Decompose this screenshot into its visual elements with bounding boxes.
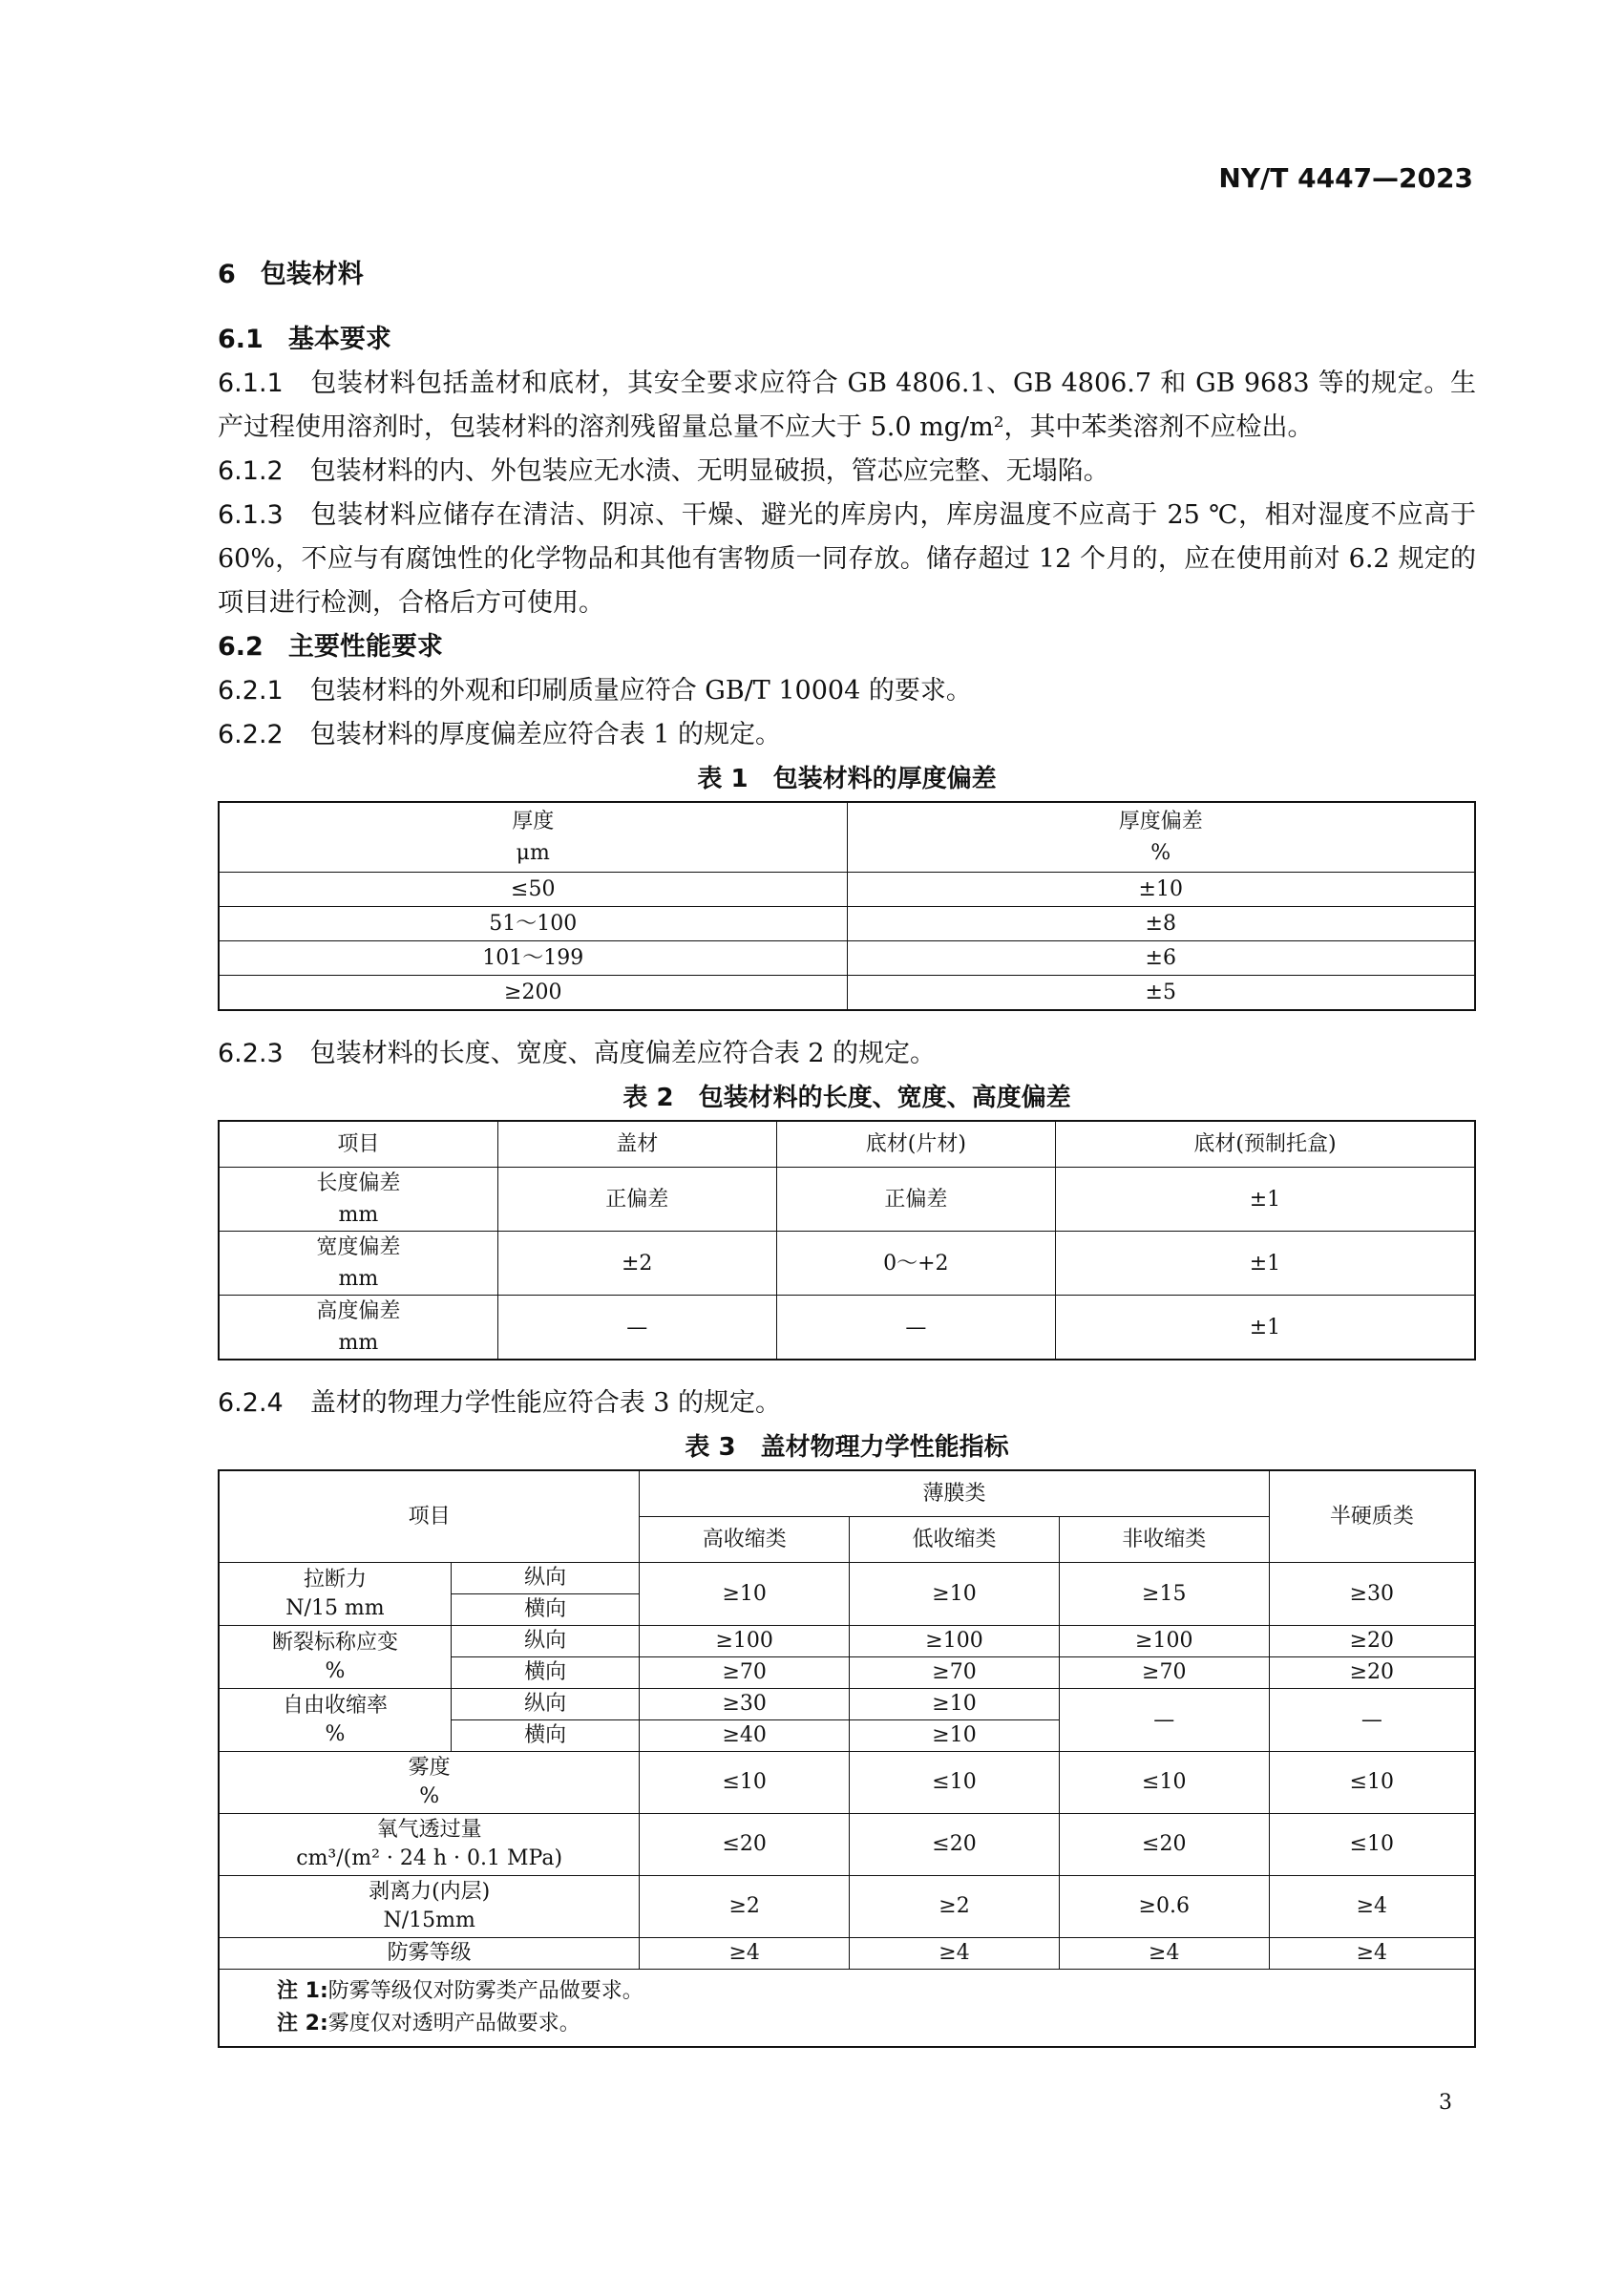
table-header-cell: 厚度偏差 % — [847, 802, 1475, 873]
table-cell: ±1 — [1055, 1232, 1475, 1296]
clause-6-1-3: 6.1.3 包装材料应储存在清洁、阴凉、干燥、避光的库房内，库房温度不应高于 25 ℃，相对湿度不应高于60%，不应与有腐蚀性的化学物品和其他有害物质一同存放。储存超过 12 个月的，应在使用前对 6.2 规定的项目进行检测，合格后方可使用。 — [218, 500, 1476, 618]
table-1-thickness — [218, 801, 1476, 1011]
table-cell: 拉断力 N/15 mm — [219, 1563, 451, 1626]
table-cell: ≥2 — [640, 1876, 850, 1938]
table-cell: ≤20 — [640, 1814, 850, 1876]
table-1-caption: 表 1 包装材料的厚度偏差 — [697, 765, 997, 793]
table-cell: — — [1269, 1689, 1475, 1752]
table-cell: ≥100 — [640, 1626, 850, 1657]
table-cell: ≥2 — [850, 1876, 1060, 1938]
table-row — [219, 802, 1475, 873]
table-row — [219, 1938, 1475, 1970]
table-cell: 横向 — [451, 1657, 639, 1689]
table-cell: 横向 — [451, 1594, 639, 1626]
table-cell: ≥4 — [640, 1938, 850, 1970]
clause-6-1-1: 6.1.1 包装材料包括盖材和底材，其安全要求应符合 GB 4806.1、GB 4806.7 和 GB 9683 等的规定。生产过程使用溶剂时，包装材料的溶剂残留量总量不应大于 5.0 mg/m²，其中苯类溶剂不应检出。 — [218, 369, 1476, 442]
table-cell: 正偏差 — [497, 1168, 776, 1232]
table-cell: 51～100 — [219, 907, 847, 941]
table-header-cell: 盖材 — [497, 1121, 776, 1168]
section-6-2-heading: 6.2 主要性能要求 — [218, 632, 443, 662]
table-row — [219, 1814, 1475, 1876]
table-cell: 剥离力(内层) N/15mm — [219, 1876, 640, 1938]
table-header-cell: 薄膜类 — [640, 1470, 1269, 1517]
page-body — [218, 253, 1476, 2048]
table-header-cell: 厚度 μm — [219, 802, 847, 873]
table-cell: ≤20 — [1059, 1814, 1269, 1876]
table-row — [219, 941, 1475, 976]
table-cell: ≥30 — [1269, 1563, 1475, 1626]
table-cell: ≥40 — [640, 1720, 850, 1752]
section-6-heading: 6 包装材料 — [218, 260, 364, 289]
table-row — [219, 873, 1475, 907]
table-cell: 纵向 — [451, 1689, 639, 1720]
table-cell: ≥30 — [640, 1689, 850, 1720]
clause-6-2-3: 6.2.3 包装材料的长度、宽度、高度偏差应符合表 2 的规定。 — [218, 1039, 937, 1068]
clause-6-2-1: 6.2.1 包装材料的外观和印刷质量应符合 GB/T 10004 的要求。 — [218, 676, 972, 706]
table-header-cell: 项目 — [219, 1121, 497, 1168]
table-cell: 高度偏差 mm — [219, 1296, 497, 1360]
table-cell: 正偏差 — [776, 1168, 1055, 1232]
table-row — [219, 1752, 1475, 1814]
clause-6-2-4: 6.2.4 盖材的物理力学性能应符合表 3 的规定。 — [218, 1388, 782, 1418]
table-cell: ≤10 — [1269, 1814, 1475, 1876]
table-cell: ≥70 — [1059, 1657, 1269, 1689]
table-cell: ≤10 — [1059, 1752, 1269, 1814]
table-3-lid-properties — [218, 1469, 1476, 2048]
table-cell: ≥4 — [1269, 1938, 1475, 1970]
table-row — [219, 1168, 1475, 1232]
table-cell: 101～199 — [219, 941, 847, 976]
table-cell: 0～+2 — [776, 1232, 1055, 1296]
table-cell: ≥10 — [850, 1689, 1060, 1720]
table-cell: ≥20 — [1269, 1657, 1475, 1689]
table-cell: ±8 — [847, 907, 1475, 941]
table-cell: 氧气透过量 cm³/(m² · 24 h · 0.1 MPa) — [219, 1814, 640, 1876]
table-cell: 纵向 — [451, 1563, 639, 1594]
table-note: 注 1:防雾等级仅对防雾类产品做要求。 — [277, 1979, 643, 2003]
standard-number: NY/T 4447—2023 — [1218, 162, 1473, 194]
table-2-dimensions — [218, 1120, 1476, 1360]
table-cell: ≥10 — [640, 1563, 850, 1626]
table-cell: ≥10 — [850, 1720, 1060, 1752]
table-cell: 宽度偏差 mm — [219, 1232, 497, 1296]
table-header-cell: 项目 — [219, 1470, 640, 1563]
table-header-cell: 非收缩类 — [1059, 1517, 1269, 1563]
table-cell: 防雾等级 — [219, 1938, 640, 1970]
table-cell: ±10 — [847, 873, 1475, 907]
table-header-cell: 低收缩类 — [850, 1517, 1060, 1563]
table-cell: ±1 — [1055, 1296, 1475, 1360]
table-cell: — — [1059, 1689, 1269, 1752]
table-cell: 长度偏差 mm — [219, 1168, 497, 1232]
table-row — [219, 1626, 1475, 1657]
table-notes — [219, 1970, 1475, 2048]
table-cell: ≥70 — [640, 1657, 850, 1689]
table-cell: ±1 — [1055, 1168, 1475, 1232]
table-row — [219, 1876, 1475, 1938]
table-cell: ≥4 — [850, 1938, 1060, 1970]
table-cell: ≥4 — [1269, 1876, 1475, 1938]
table-row — [219, 1563, 1475, 1594]
table-row — [219, 1970, 1475, 2048]
section-6-1-heading: 6.1 基本要求 — [218, 325, 391, 354]
table-cell: ≤50 — [219, 873, 847, 907]
table-cell: ≤20 — [850, 1814, 1060, 1876]
table-cell: — — [497, 1296, 776, 1360]
table-header-cell: 高收缩类 — [640, 1517, 850, 1563]
table-header-cell: 底材(预制托盒) — [1055, 1121, 1475, 1168]
table-row — [219, 1121, 1475, 1168]
table-row — [219, 1296, 1475, 1360]
table-cell: ≥200 — [219, 976, 847, 1011]
table-cell: ±6 — [847, 941, 1475, 976]
table-header-cell: 底材(片材) — [776, 1121, 1055, 1168]
table-row — [219, 907, 1475, 941]
table-cell: ≥70 — [850, 1657, 1060, 1689]
table-cell: ±5 — [847, 976, 1475, 1011]
table-cell: — — [776, 1296, 1055, 1360]
table-cell: 横向 — [451, 1720, 639, 1752]
table-note: 注 2:雾度仅对透明产品做要求。 — [277, 2012, 580, 2035]
table-cell: 断裂标称应变 % — [219, 1626, 451, 1689]
table-cell: 纵向 — [451, 1626, 639, 1657]
table-cell: ≤10 — [640, 1752, 850, 1814]
page-number: 3 — [1439, 2091, 1452, 2115]
clause-6-2-2: 6.2.2 包装材料的厚度偏差应符合表 1 的规定。 — [218, 720, 782, 749]
table-3-caption: 表 3 盖材物理力学性能指标 — [685, 1433, 1009, 1462]
table-row — [219, 1470, 1475, 1517]
table-cell: ≥20 — [1269, 1626, 1475, 1657]
table-cell: 雾度 % — [219, 1752, 640, 1814]
table-cell: ±2 — [497, 1232, 776, 1296]
table-cell: ≥0.6 — [1059, 1876, 1269, 1938]
table-2-caption: 表 2 包装材料的长度、宽度、高度偏差 — [622, 1084, 1071, 1112]
table-cell: 自由收缩率 % — [219, 1689, 451, 1752]
table-header-cell: 半硬质类 — [1269, 1470, 1475, 1563]
table-row — [219, 976, 1475, 1011]
table-row — [219, 1689, 1475, 1720]
table-cell: ≥4 — [1059, 1938, 1269, 1970]
table-cell: ≥100 — [850, 1626, 1060, 1657]
clause-6-1-2: 6.1.2 包装材料的内、外包装应无水渍、无明显破损，管芯应完整、无塌陷。 — [218, 456, 1109, 486]
table-cell: ≤10 — [1269, 1752, 1475, 1814]
table-row — [219, 1232, 1475, 1296]
table-cell: ≥15 — [1059, 1563, 1269, 1626]
table-cell: ≥10 — [850, 1563, 1060, 1626]
table-cell: ≤10 — [850, 1752, 1060, 1814]
table-cell: ≥100 — [1059, 1626, 1269, 1657]
